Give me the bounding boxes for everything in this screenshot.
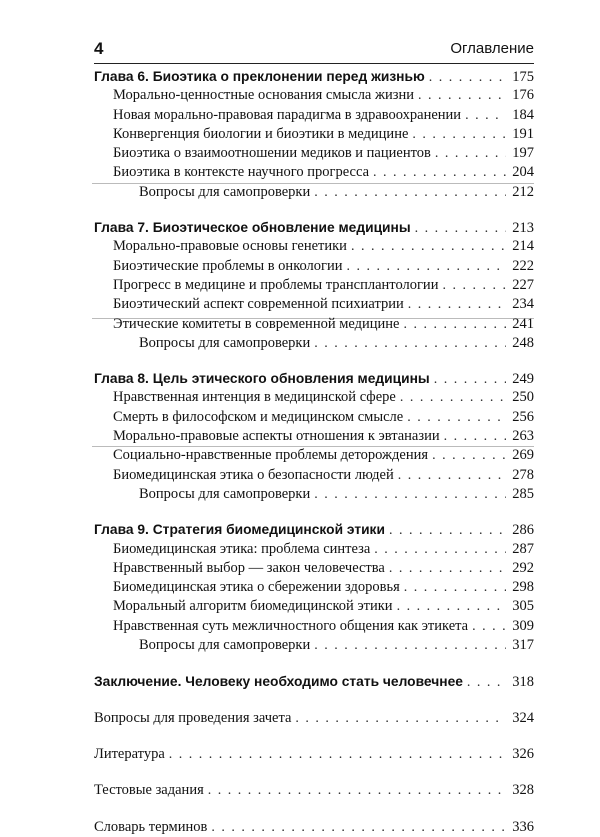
toc-section-title: Морально-правовые аспекты отношения к эвтаназии (113, 428, 440, 445)
toc-section[interactable] (94, 125, 534, 144)
toc-section[interactable] (94, 559, 534, 578)
toc-section-title: Смерть в философском и медицинском смысле (113, 408, 404, 425)
toc-page-number: 212 (512, 183, 534, 200)
toc-chapter-title: Глава 6. Биоэтика о преклонении перед жизнью (94, 69, 425, 84)
toc-section[interactable] (94, 257, 534, 276)
dot-leader (314, 485, 506, 504)
toc-questions-title: Вопросы для самопроверки (139, 334, 311, 351)
toc-section-title: Нравственный выбор — закон человечества (113, 559, 385, 576)
toc-section[interactable] (94, 106, 534, 125)
dot-leader (465, 106, 506, 125)
toc-chapter-title: Глава 9. Стратегия биомедицинской этики (94, 522, 385, 538)
toc-page-number: 249 (512, 371, 534, 388)
toc-questions[interactable] (94, 334, 534, 353)
toc-section-title: Морально-ценностные основания смысла жизни (113, 87, 415, 104)
toc-chapter[interactable] (94, 520, 534, 539)
toc-section[interactable] (94, 597, 534, 616)
toc-entry-tests[interactable] (94, 781, 534, 800)
toc-page-number: 269 (512, 447, 534, 464)
toc-page-number: 213 (512, 220, 534, 237)
toc-page-number: 214 (512, 238, 534, 255)
toc-page-number: 184 (512, 106, 534, 123)
toc-section[interactable] (94, 578, 534, 597)
toc-section[interactable] (94, 237, 534, 256)
dot-leader (389, 521, 506, 540)
toc-chapter[interactable] (94, 218, 534, 237)
toc-section[interactable] (94, 540, 534, 559)
toc-page-number: 175 (512, 69, 534, 85)
toc-section-title: Биоэтика в контексте научного прогресса (113, 164, 370, 181)
dot-leader (444, 427, 506, 446)
table-of-contents (94, 67, 534, 837)
toc-conclusion[interactable] (94, 672, 534, 691)
dot-leader (434, 370, 506, 389)
toc-section-title: Новая морально-правовая парадигма в здравоохранении (113, 106, 462, 123)
header-rule (94, 63, 534, 64)
toc-page-number: 336 (512, 818, 534, 835)
dot-leader (208, 781, 506, 800)
dot-leader (389, 559, 506, 578)
dot-leader (472, 617, 506, 636)
toc-section[interactable] (94, 427, 534, 446)
toc-page-number: 328 (512, 782, 534, 799)
toc-section-title: Биоэтические проблемы в онкологии (113, 257, 343, 274)
dot-leader (407, 408, 506, 427)
toc-page-number: 248 (512, 334, 534, 351)
toc-section[interactable] (94, 86, 534, 105)
toc-section-title: Биоэтический аспект современной психиатрии (113, 296, 404, 313)
running-title: Оглавление (450, 40, 534, 57)
page-number: 4 (94, 39, 104, 58)
dot-leader (398, 466, 506, 485)
toc-section-title: Биомедицинская этика о сбережении здоровья (113, 579, 400, 596)
dot-leader (397, 597, 506, 616)
toc-section-title: Биомедицинская этика о безопасности людей (113, 466, 394, 483)
toc-section[interactable] (94, 295, 534, 314)
toc-page-number: 285 (512, 485, 534, 502)
toc-entry-glossary[interactable] (94, 818, 534, 837)
dot-leader (314, 636, 506, 655)
toc-questions-title: Вопросы для самопроверки (139, 637, 311, 654)
toc-questions[interactable] (94, 636, 534, 655)
toc-chapter-title: Глава 7. Биоэтическое обновление медицины (94, 220, 411, 236)
toc-section[interactable] (94, 144, 534, 163)
toc-page-number: 241 (512, 315, 534, 332)
toc-entry-title: Тестовые задания (94, 782, 204, 799)
dot-leader (295, 709, 506, 728)
toc-section-title: Биоэтика о взаимоотношении медиков и пациентов (113, 145, 431, 162)
running-header (94, 37, 534, 61)
toc-section-title: Нравственная суть межличностного общения как этикета (113, 617, 469, 634)
toc-entry-literature[interactable] (94, 745, 534, 764)
dot-leader (314, 334, 506, 353)
toc-page-number: 326 (512, 745, 534, 762)
toc-section-title: Морально-правовые основы генетики (113, 238, 347, 255)
toc-page-number: 234 (512, 296, 534, 313)
toc-section-title: Конвергенция биологии и биоэтики в медицине (113, 125, 409, 142)
toc-chapter[interactable] (94, 67, 534, 86)
toc-section[interactable] (94, 446, 534, 465)
dot-leader (418, 86, 506, 105)
toc-section-title: Нравственная интенция в медицинской сфере (113, 389, 396, 406)
toc-page-number: 197 (512, 145, 534, 162)
dot-leader (435, 144, 506, 163)
toc-section-title: Этические комитеты в современной медицине (113, 315, 400, 332)
dot-leader (408, 295, 506, 314)
toc-page-number: 286 (512, 522, 534, 539)
dot-leader (373, 163, 506, 182)
toc-page-number: 287 (512, 540, 534, 557)
toc-page-number: 263 (512, 428, 534, 445)
toc-conclusion-title: Заключение. Человеку необходимо стать человечнее (94, 674, 463, 690)
toc-page-number: 318 (512, 674, 534, 691)
toc-page-number: 250 (512, 389, 534, 406)
toc-section-title: Биомедицинская этика: проблема синтеза (113, 540, 371, 557)
toc-page-number: 204 (512, 164, 534, 181)
toc-section[interactable] (94, 315, 534, 334)
toc-page-number: 256 (512, 408, 534, 425)
dot-leader (412, 125, 506, 144)
toc-page-number: 292 (512, 559, 534, 576)
toc-section[interactable] (94, 388, 534, 407)
toc-page-number: 305 (512, 598, 534, 615)
toc-section-title: Социально-нравственные проблемы деторождения (113, 447, 429, 464)
toc-section[interactable] (94, 276, 534, 295)
toc-page-number: 191 (512, 125, 534, 142)
dot-leader (403, 315, 506, 334)
dot-leader (347, 257, 506, 276)
toc-page-number: 227 (512, 276, 534, 293)
toc-entry-test-questions[interactable] (94, 709, 534, 728)
toc-entry-title: Словарь терминов (94, 818, 208, 835)
dot-leader (404, 578, 506, 597)
toc-entry-title: Литература (94, 745, 165, 762)
toc-section[interactable] (94, 466, 534, 485)
dot-leader (442, 276, 506, 295)
toc-section[interactable] (94, 163, 534, 182)
toc-page-number: 324 (512, 709, 534, 726)
toc-questions-title: Вопросы для самопроверки (139, 485, 311, 502)
dot-leader (314, 183, 506, 202)
dot-leader (400, 388, 506, 407)
toc-section[interactable] (94, 408, 534, 427)
toc-chapter-title: Глава 8. Цель этического обновления медицины (94, 371, 430, 387)
toc-page-number: 176 (512, 87, 534, 104)
toc-page-number: 298 (512, 579, 534, 596)
toc-page-number: 309 (512, 617, 534, 634)
dot-leader (432, 446, 506, 465)
toc-section[interactable] (94, 617, 534, 636)
toc-questions[interactable] (94, 485, 534, 504)
dot-leader (169, 745, 506, 764)
dot-leader (374, 540, 506, 559)
toc-section-title: Моральный алгоритм биомедицинской этики (113, 598, 393, 615)
dot-leader (415, 219, 506, 238)
toc-questions-title: Вопросы для самопроверки (139, 183, 311, 200)
toc-section-title: Прогресс в медицине и проблемы трансплантологии (113, 276, 439, 293)
toc-chapter[interactable] (94, 369, 534, 388)
toc-page-number: 317 (512, 637, 534, 654)
toc-questions[interactable] (94, 183, 534, 202)
dot-leader (429, 68, 506, 87)
toc-page-number: 222 (512, 257, 534, 274)
toc-page-number: 278 (512, 466, 534, 483)
dot-leader (211, 818, 506, 837)
toc-entry-title: Вопросы для проведения зачета (94, 709, 292, 726)
dot-leader (351, 237, 506, 256)
dot-leader (467, 673, 506, 692)
